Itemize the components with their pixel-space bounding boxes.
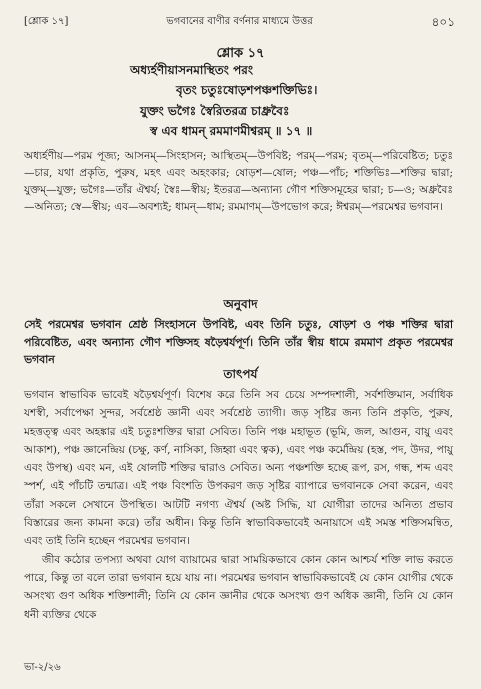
translation-text: সেই পরমেশ্বর ভগবান শ্রেষ্ঠ সিংহাসনে উপবিষ্ট, এবং তিনি চতুঃ, ষোড়শ ও পঞ্চ শক্তির দ্বারা পরিবেষ্টিত, এবং অন্যান্য গৌণ শক্তিসহ ষড়ৈশ্বর্যপূর্ণ। তিনি তাঁর স্বীয় ধামে রমমাণ প্রকৃত পরমেশ্বর ভগবান (24, 318, 453, 366)
translation (24, 316, 453, 369)
verse-reference: [শ্লোক ১৭] (24, 16, 69, 27)
signature-mark: ভা-২/২৬ (24, 662, 61, 673)
translation-heading: অনুবাদ (223, 297, 258, 311)
purport-paragraph: জীব কঠোর তপস্যা অথবা যোগ ব্যায়ামের দ্বারা সাময়িকভাবে কোন কোন আশ্চর্য শক্তি লাভ করতে পারে, কিন্তু তা বলে তারা ভগবান হয়ে যায় না। পরমেশ্বর ভগবান স্বাভাবিকভাবেই যে কোন যোগীর থেকে অসংখ্য গুণ অধিক শক্তিশালী; তিনি যে কোন জ্ঞানীর থেকে অসংখ্য গুণ অধিক জ্ঞানী, তিনি যে কোন ধনী ব্যক্তির থেকে (24, 553, 453, 621)
purport-paragraph: ভগবান স্বাভাবিক ভাবেই ষড়ৈশ্বর্যপূর্ণ। বিশেষ করে তিনি সব চেয়ে সম্পদশালী, সর্বশক্তিমান, সর্বাধিক যশস্বী, সর্বাপেক্ষা সুন্দর, সর্বশ্রেষ্ঠ জ্ঞানী এবং সর্বশ্রেষ্ঠ ত্যাগী। জড় সৃষ্টির জন্য তিনি প্রকৃতি, পুরুষ, মহত্তত্ত্ব এবং অহঙ্কার এই চতুঃশক্তির দ্বারা সেবিত। তিনি পঞ্চ মহাভূত (ভূমি, জল, আগুন, বায়ু এবং আকাশ), পঞ্চ জ্ঞানেন্দ্রিয় (চক্ষু, কর্ণ, নাসিকা, জিহ্বা এবং ত্বক), এবং পঞ্চ কর্মেন্দ্রিয় (হস্ত, পদ, উদর, পায়ু এবং উপস্থ) এবং মন, এই ষোলটি শক্তির দ্বারাও সেবিত। অন্য পঞ্চশক্তি হচ্ছে রূপ, রস, গন্ধ, শব্দ এবং স্পর্শ, এই পাঁচটি তন্মাত্র। এই পঞ্চ বিংশতি উপকরণ জড় সৃষ্টির ব্যাপারে ভগবানকে সেবা করেন, এবং তাঁরা সকলে সেখানে উপস্থিত। আটটি নগণ্য ঐশ্বর্য (অষ্ট সিদ্ধি, যা যোগীরা তাদের অনিত্য প্রভাব বিস্তারের জন্য কামনা করে) তাঁর অধীন। কিন্তু তিনি স্বাভাবিকভাবেই অনায়াসে এই সমস্ত শক্তিসমন্বিত, এবং তাই তিনি হচ্ছেন পরমেশ্বর ভগবান। (24, 389, 453, 548)
verse-line: যুক্তং ভগৈঃ স্বৈরিতরত্র চাধ্রুবৈঃ (140, 104, 290, 118)
verse-line: বৃতং চতুঃষোড়শপঞ্চশক্তিভিঃ। (176, 83, 318, 97)
synonyms-text: অধ্যর্হণীয়—পরম পূজ্য; আসনম্—সিংহাসন; আস্থিতম্—উপবিষ্ট; পরম্—পরম; বৃতম্—পরিবেষ্টিত; চতুঃ—চার, যথা প্রকৃতি, পুরুষ, মহৎ এবং অহংকার; ষোড়শ—ষোল; পঞ্চ—পাঁচ; শক্তিভিঃ—শক্তির দ্বারা; যুক্তম্—যুক্ত; ভগৈঃ—তাঁর ঐশ্বর্য; স্বৈঃ—স্বীয়; ইতরত্র—অন্যান্য গৌণ শক্তিসমূহের দ্বারা; চ—ও; অধ্রুবৈঃ—অনিত্য; স্বে—স্বীয়; এব—অবশ্যই; ধামন্—ধাম; রমমাণম্—উপভোগ করে; ঈশ্বরম্—পরমেশ্বর ভগবান। (24, 150, 453, 213)
synonyms (24, 148, 453, 216)
purport-heading: তাৎপর্য (223, 367, 258, 381)
verse-number: শ্লোক ১৭ (216, 46, 265, 61)
page-number: ৪০১ (431, 15, 455, 29)
page-header (24, 14, 455, 30)
verse-line: স্ব এব ধামন্ রমমাণমীশ্বরম্ ॥ ১৭ ॥ (150, 124, 313, 138)
running-title: ভগবানের বাণীর বর্ণনার মাধ্যমে উত্তর (166, 16, 313, 27)
verse-line: অধ্যর্হণীয়াসনমাস্থিতং পরং (130, 63, 254, 77)
purport (24, 386, 453, 624)
